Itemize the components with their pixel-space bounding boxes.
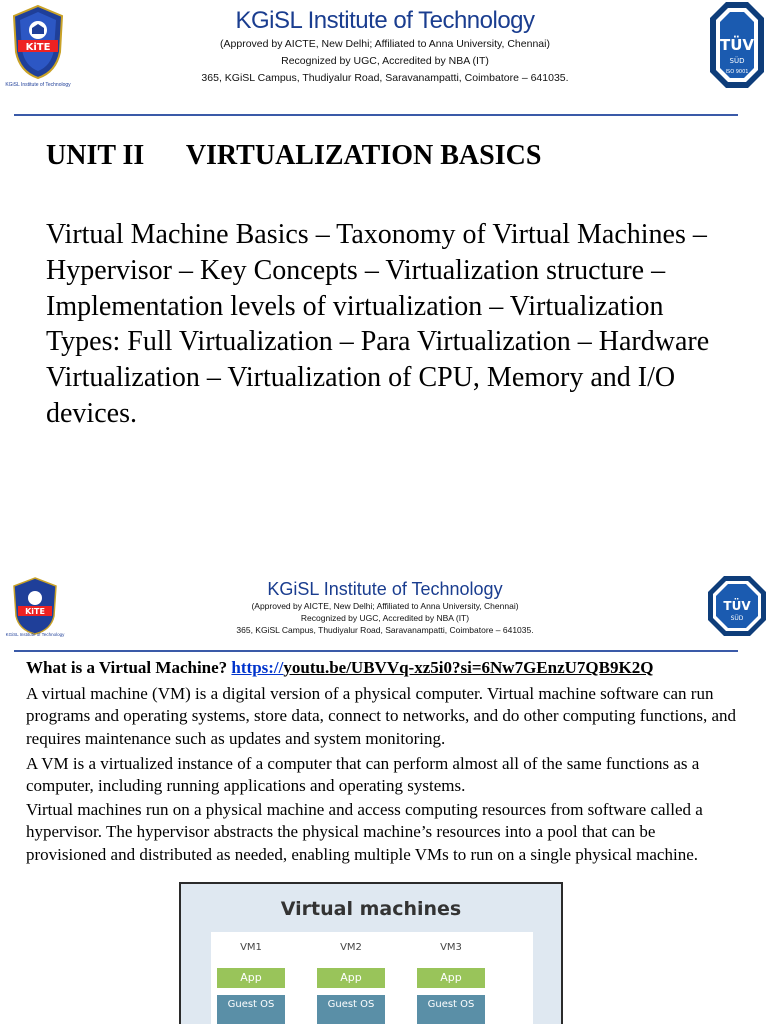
- tuv-logo-small: [706, 574, 768, 638]
- vm-question-line: [26, 658, 653, 678]
- syllabus-text: Virtual Machine Basics – Taxonomy of Virtual Machines – Hypervisor – Key Concepts – Virtualization structure – Implementation levels of virtualization – Virtualization Types: Full Virtualization – Para Virtualization – Hardware Virtualization – Virtualization of CPU, Memory and I/O devices.: [46, 219, 710, 429]
- video-link-scheme[interactable]: https://: [231, 658, 284, 677]
- header-rule: [14, 114, 738, 116]
- vm-host-panel: [211, 932, 533, 1024]
- video-link-path[interactable]: youtu.be/UBVVq-xz5i0?si=6Nw7GEnzU7QB9K2Q: [283, 658, 654, 677]
- kite-shield-icon: [4, 576, 66, 638]
- vm-guest-os: Guest OS: [417, 995, 485, 1024]
- unit-title: [46, 140, 541, 172]
- tuv-logo-sub: SÜD: [729, 57, 745, 65]
- virtual-machines-figure: [179, 882, 563, 1024]
- vm-app: App: [417, 968, 485, 988]
- tuv-logo-iso: ISO 9001: [725, 69, 749, 75]
- vm-label: VM3: [440, 942, 462, 953]
- vm-block: [311, 942, 391, 1024]
- tuv-octagon-icon: [706, 574, 768, 638]
- approval-line: (Approved by AICTE, New Delhi; Affiliated to Anna University, Chennai): [220, 38, 550, 50]
- kite-logo: [2, 2, 74, 92]
- paragraph-1: A virtual machine (VM) is a digital version of a physical computer. Virtual machine software can run programs and operating systems, store data, connect to networks, and do other computing functions, and requires maintenance such as updates and system monitoring.: [26, 684, 737, 748]
- approval-line: (Approved by AICTE, New Delhi; Affiliated to Anna University, Chennai): [251, 601, 519, 611]
- vm-question: What is a Virtual Machine?: [26, 658, 228, 677]
- institution-header: [190, 6, 580, 87]
- vm-label: VM1: [240, 942, 262, 953]
- tuv-logo-text: TÜV: [723, 599, 751, 613]
- unit-heading: VIRTUALIZATION BASICS: [185, 140, 542, 171]
- kite-shield-icon: [2, 2, 74, 92]
- vm-label: VM2: [340, 942, 362, 953]
- slide-2: [0, 570, 768, 1024]
- kite-logo-small: [4, 576, 66, 638]
- institute-name: KGiSL Institute of Technology: [267, 579, 503, 599]
- vm-block: [411, 942, 491, 1024]
- vm-app: App: [317, 968, 385, 988]
- header-rule: [14, 650, 738, 652]
- figure-title: Virtual machines: [280, 898, 462, 920]
- paragraph-3: Virtual machines run on a physical machine and access computing resources from software called a hypervisor. The hypervisor abstracts the physical machine’s resources into a pool that can be provisioned and distributed as needed, enabling multiple VMs to run on a single physical machine.: [26, 800, 703, 864]
- unit-label: UNIT II: [46, 140, 145, 171]
- vm-app: App: [217, 968, 285, 988]
- tuv-octagon-icon: [706, 0, 768, 90]
- vm-block: [211, 942, 291, 1024]
- tuv-logo-text: TÜV: [719, 36, 755, 54]
- address-line: 365, KGiSL Campus, Thudiyalur Road, Saravanampatti, Coimbatore – 641035.: [236, 625, 534, 635]
- institute-name: KGiSL Institute of Technology: [235, 7, 535, 34]
- video-link[interactable]: [231, 658, 653, 677]
- kite-logo-caption: KGiSL Institute of Technology: [5, 632, 65, 637]
- accreditation-line: Recognized by UGC, Accredited by NBA (IT): [300, 613, 470, 623]
- kite-logo-caption: KGiSL Institute of Technology: [5, 82, 71, 88]
- kite-logo-text: KiTE: [25, 607, 45, 616]
- vm-guest-os: Guest OS: [217, 995, 285, 1024]
- vm-guest-os: Guest OS: [317, 995, 385, 1024]
- accreditation-line: Recognized by UGC, Accredited by NBA (IT): [281, 55, 489, 67]
- tuv-logo: [706, 0, 768, 90]
- paragraph-2: A VM is a virtualized instance of a computer that can perform almost all of the same functions as a computer, including running applications and operating systems.: [26, 754, 700, 796]
- tuv-logo-sub: SÜD: [730, 615, 744, 622]
- kite-logo-text: KiTE: [25, 42, 51, 53]
- institution-header: [190, 578, 580, 636]
- address-line: 365, KGiSL Campus, Thudiyalur Road, Saravanampatti, Coimbatore – 641035.: [201, 72, 569, 84]
